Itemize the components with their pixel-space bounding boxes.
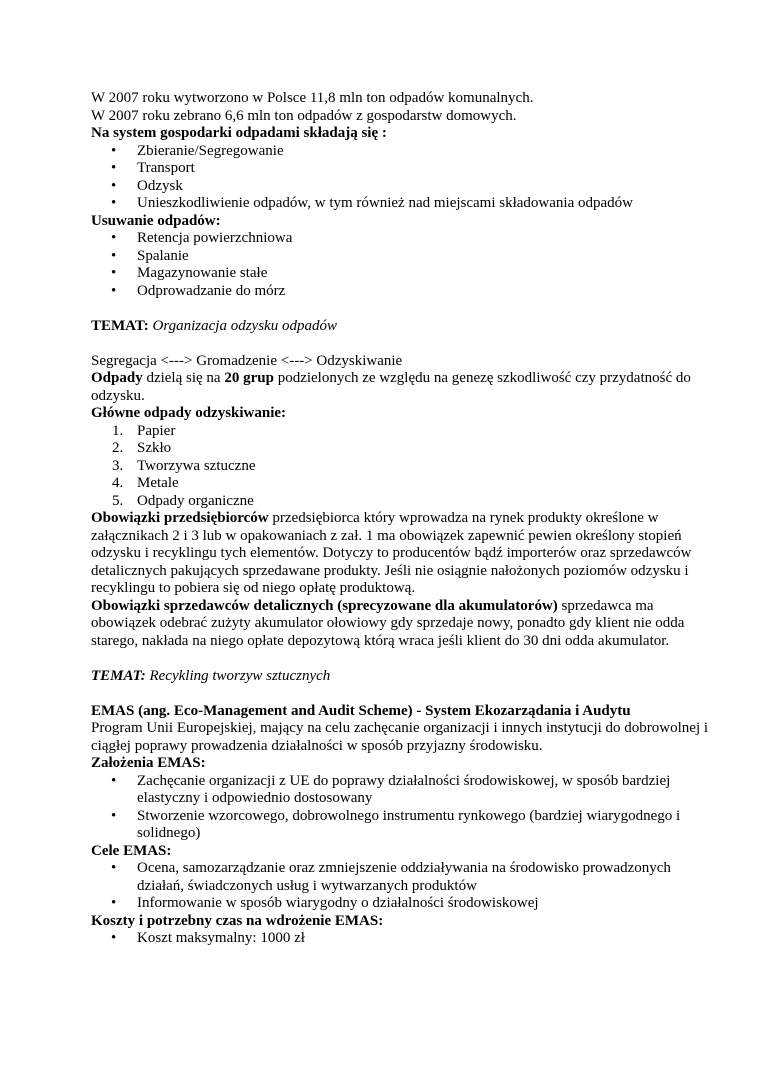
list-item: • Koszt maksymalny: 1000 zł bbox=[111, 930, 305, 946]
duties-retailers: Obowiązki sprzedawców detalicznych (sprecyzowane dla akumulatorów) sprzedawca ma obowiązek odebrać zużyty akumulator ołowiowy gdy sprzedaje nowy, ponadto gdy klient nie odda starego, nakłada na niego opłate depozytową którą wraca jeśli klient do 30 dni odda akumulator. bbox=[91, 597, 685, 649]
intro-line-2: W 2007 roku zebrano 6,6 mln ton odpadów z gospodarstw domowych. bbox=[91, 107, 517, 124]
system-heading: Na system gospodarki odpadami składają się : bbox=[91, 125, 387, 141]
emas-assumptions-list bbox=[91, 773, 720, 843]
list-item: 3. Tworzywa sztuczne bbox=[112, 457, 256, 474]
emas-title: EMAS (ang. Eco-Management and Audit Scheme) - System Ekozarządania i Audytu bbox=[91, 702, 631, 719]
emas-goals-heading: Cele EMAS: bbox=[91, 842, 172, 859]
bullet-icon: • bbox=[111, 247, 117, 264]
list-item: • Ocena, samozarządzanie oraz zmniejszenie oddziaływania na środowisko prowadzonych działań, świadczonych usług i wytwarzanych produktów bbox=[111, 860, 671, 894]
topic-heading-2: TEMAT: Recykling tworzyw sztucznych bbox=[91, 667, 331, 684]
groups-paragraph: Odpady dzielą się na 20 grup podzielonych ze względu na genezę szkodliwość czy przydatność do odzysku. bbox=[91, 370, 691, 404]
list-item: • Magazynowanie stałe bbox=[111, 265, 268, 281]
list-item: • Retencja powierzchniowa bbox=[111, 230, 293, 246]
bullet-icon: • bbox=[111, 772, 117, 789]
list-item: • Zbieranie/Segregowanie bbox=[111, 142, 284, 159]
removal-heading: Usuwanie odpadów: bbox=[91, 212, 221, 229]
list-item: • Unieszkodliwienie odpadów, w tym również nad miejscami składowania odpadów bbox=[111, 195, 633, 211]
main-waste-heading: Główne odpady odzyskiwanie: bbox=[91, 405, 287, 421]
list-item: • Stworzenie wzorcowego, dobrowolnego instrumentu rynkowego (bardziej wiarygodnego i solidnego) bbox=[111, 807, 681, 841]
list-item: • Spalanie bbox=[111, 247, 189, 264]
emas-costs-list bbox=[91, 930, 720, 948]
list-item: • Informowanie w sposób wiarygodny o działalności środowiskowej bbox=[111, 895, 539, 911]
bullet-icon: • bbox=[111, 265, 117, 281]
main-waste-list bbox=[91, 423, 720, 511]
bullet-icon: • bbox=[111, 230, 117, 246]
emas-costs-heading: Koszty i potrzebny czas na wdrożenie EMAS: bbox=[91, 912, 384, 929]
system-list bbox=[91, 143, 720, 213]
bullet-icon: • bbox=[111, 177, 117, 194]
duties-entrepreneurs: Obowiązki przedsiębiorców przedsiębiorca który wprowadza na rynek produkty określone w załącznikach 2 i 3 lub w opakowaniach z zał. 1 ma obowiązek zapewnić pewien określony stopień odzysku i recyklingu tych elementów. Dotyczy to producentów bądź importerów oraz sprzedawców detalicznych pakujących sprzedawane produkty. Jeśli nie osiągnie nałożonych poziomów odzysku i recyklingu to pobiera się od niego opłatę produktową. bbox=[91, 510, 692, 596]
list-item: 5. Odpady organiczne bbox=[112, 492, 254, 509]
list-item: 4. Metale bbox=[112, 475, 179, 491]
emas-goals-list bbox=[91, 860, 720, 913]
bullet-icon: • bbox=[111, 160, 117, 176]
emas-assumptions-heading: Założenia EMAS: bbox=[91, 755, 206, 771]
bullet-icon: • bbox=[111, 895, 117, 911]
bullet-icon: • bbox=[111, 860, 117, 876]
bullet-icon: • bbox=[111, 282, 117, 299]
list-item: • Transport bbox=[111, 160, 195, 176]
bullet-icon: • bbox=[111, 142, 117, 159]
removal-list bbox=[91, 230, 720, 300]
emas-description: Program Unii Europejskiej, mający na celu zachęcanie organizacji i innych instytucji do dobrowolnej i ciągłej poprawy prowadzenia działalności w sposób przyjazny środowisku. bbox=[91, 720, 709, 754]
list-item: 1. Papier bbox=[112, 422, 176, 439]
topic-heading-1: TEMAT: Organizacja odzysku odpadów bbox=[91, 317, 337, 334]
bullet-icon: • bbox=[111, 807, 117, 824]
intro-line-1: W 2007 roku wytworzono w Polsce 11,8 mln ton odpadów komunalnych. bbox=[91, 90, 534, 106]
list-item: • Odzysk bbox=[111, 177, 183, 194]
bullet-icon: • bbox=[111, 930, 117, 946]
list-item: • Odprowadzanie do mórz bbox=[111, 282, 286, 299]
segregation-line: Segregacja <---> Gromadzenie <---> Odzyskiwanie bbox=[91, 352, 403, 369]
bullet-icon: • bbox=[111, 195, 117, 211]
list-item: • Zachęcanie organizacji z UE do poprawy działalności środowiskowej, w sposób bardziej elastyczny i odpowiednio dostosowany bbox=[111, 772, 671, 806]
list-item: 2. Szkło bbox=[112, 440, 172, 456]
